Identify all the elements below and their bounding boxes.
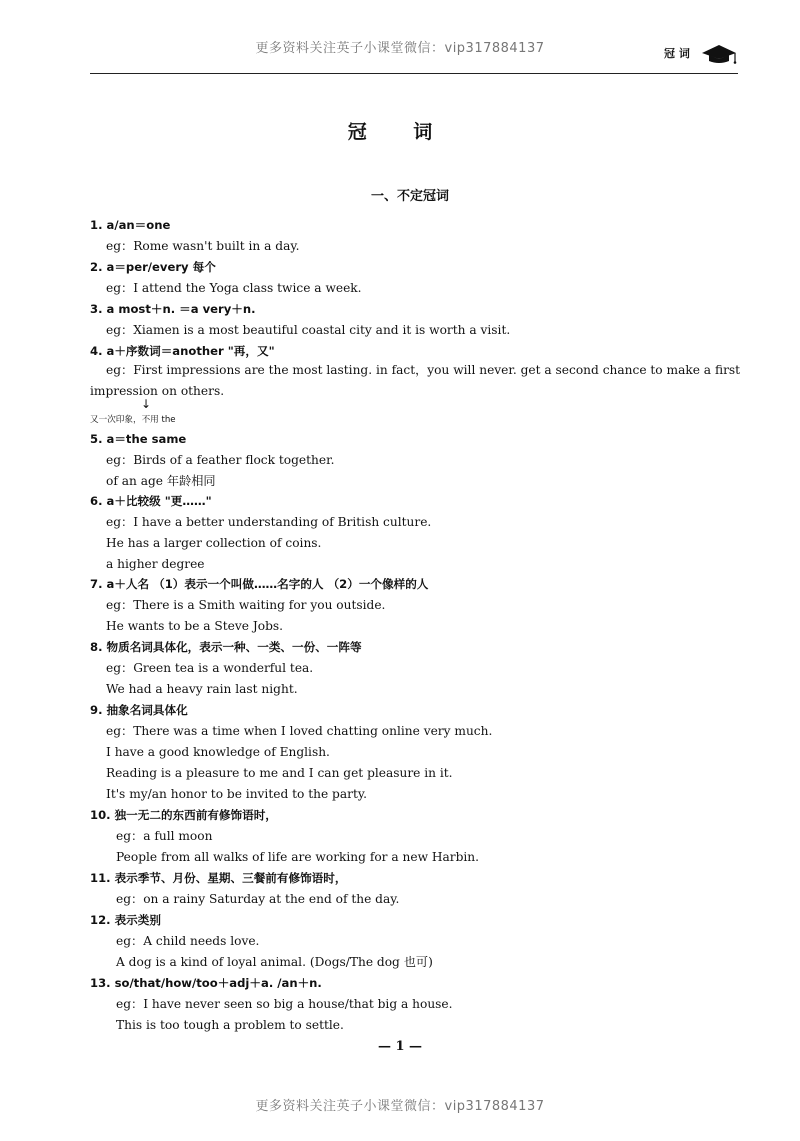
example-line: He has a larger collection of coins. [106,536,322,550]
item-heading: 1. a/an＝one [90,218,171,232]
example-line: A dog is a kind of loyal animal. (Dogs/The dog 也可) [116,955,433,969]
item-heading: 4. a＋序数词＝another "再，又" [90,344,275,358]
watermark-top: 更多资料关注英子小课堂微信：vip317884137 [255,41,545,56]
example-line: eg：I have a better understanding of British culture. [106,515,432,529]
example-line: People from all walks of life are working for a new Harbin. [116,850,480,864]
page-number: — 1 — [377,1039,423,1054]
example-line: I have a good knowledge of English. [106,745,330,759]
example-line: We had a heavy rain last night. [106,682,298,696]
example-line: eg：There was a time when I loved chatting online very much. [106,724,493,738]
item-heading: 11. 表示季节、月份、星期、三餐前有修饰语时， [90,871,347,885]
watermark-bottom: 更多资料关注英子小课堂微信：vip317884137 [255,1099,545,1114]
item-heading: 6. a＋比较级 "更……" [90,494,212,508]
item-heading: 8. 物质名词具体化，表示一种、一类、一份、一阵等 [90,640,362,654]
example-line: Reading is a pleasure to me and I can get pleasure in it. [106,766,453,780]
item-heading: 10. 独一无二的东西前有修饰语时， [90,808,277,822]
example-line: eg：on a rainy Saturday at the end of the day. [116,892,400,906]
page-title: 冠 词 [347,121,453,143]
example-line: of an age 年龄相同 [106,474,216,488]
section-heading: 一、不定冠词 [370,189,449,204]
item-heading: 5. a＝the same [90,432,187,446]
example-line: eg：I have never seen so big a house/that big a house. [116,997,453,1011]
down-arrow-icon: ↓ [141,397,152,411]
item-heading: 3. a most＋n. ＝a very＋n. [90,302,256,316]
item-heading: 2. a＝per/every 每个 [90,260,216,274]
running-header: 冠 词 [664,47,690,60]
graduation-cap-icon [700,41,738,65]
item-heading: 13. so/that/how/too＋adj＋a. /an＋n. [90,976,322,990]
item-heading: 7. a＋人名 （1）表示一个叫做……名字的人 （2）一个像样的人 [90,577,429,591]
example-line: eg：A child needs love. [116,934,260,948]
annotation-note: 又一次印象，不用 the [90,415,176,425]
example-line: eg：There is a Smith waiting for you outside. [106,598,386,612]
example-line: a higher degree [106,557,205,571]
example-line: It's my/an honor to be invited to the party. [106,787,367,801]
item-heading: 12. 表示类别 [90,913,161,927]
example-line: eg：Green tea is a wonderful tea. [106,661,314,675]
example-line: He wants to be a Steve Jobs. [106,619,284,633]
example-line: eg：I attend the Yoga class twice a week. [106,281,362,295]
example-line: eg：Rome wasn't built in a day. [106,239,300,253]
example-line: eg：Birds of a feather flock together. [106,453,335,467]
example-line: eg：Xiamen is a most beautiful coastal city and it is worth a visit. [106,323,511,337]
item-heading: 9. 抽象名词具体化 [90,703,188,717]
example-line: eg：First impressions are the most lasting. in fact，you will never. get a second chance to make a first [106,363,741,377]
example-line: This is too tough a problem to settle. [116,1018,344,1032]
example-line: impression on others. [90,384,225,398]
example-line: eg：a full moon [116,829,213,843]
header-rule [90,73,738,74]
